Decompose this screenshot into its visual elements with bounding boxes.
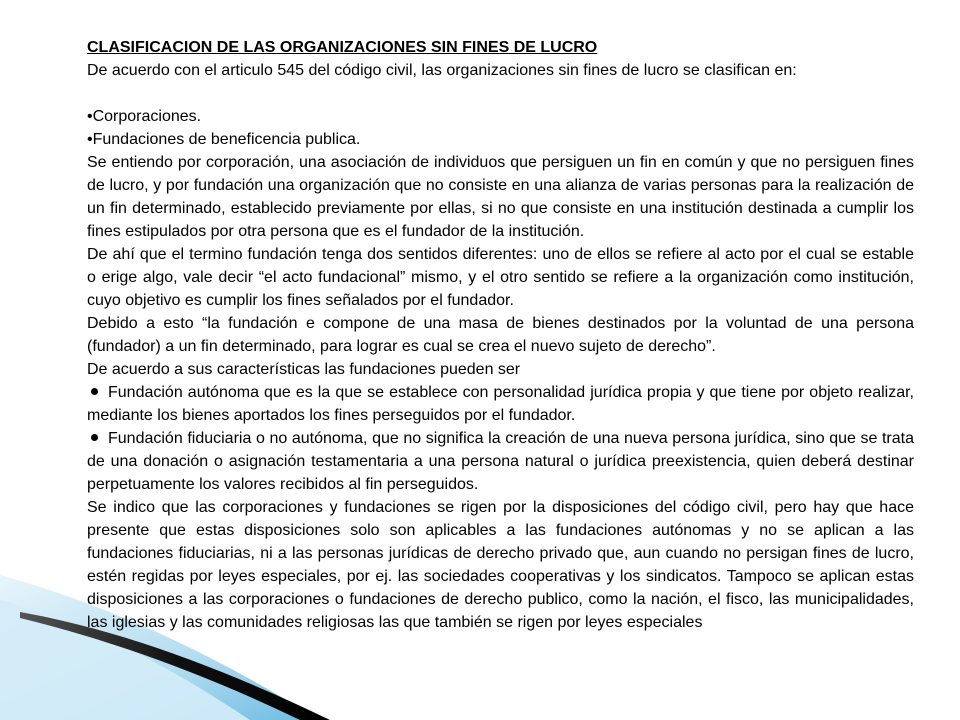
document-body xyxy=(87,36,914,634)
intro-paragraph: De acuerdo con el articulo 545 del código civil, las organizaciones sin fines de lucro se clasifican en: xyxy=(87,62,797,79)
list-item xyxy=(87,381,914,427)
body-paragraph: Se entiendo por corporación, una asociación de individuos que persiguen un fin en común y que no persiguen fines de lucro, y por fundación una organización que no consiste en una alianza de varias personas para la realización de un fin determinado, establecido previamente por ellas, si no que consiste en una institución destinada a cumplir los fines estipulados por otra persona que es el fundador de la institución. xyxy=(87,154,914,240)
closing-paragraph: Se indico que las corporaciones y fundaciones se rigen por la disposiciones del código civil, pero hay que hace presente que estas disposiciones solo son aplicables a las fundaciones autónomas y no se aplican a las fundaciones fiduciarias, ni a las personas jurídicas de derecho privado que, aun cuando no persigan fines de lucro, estén regidas por leyes especiales, por ej. las sociedades cooperativas y los sindicatos. Tampoco se aplican estas disposiciones a las corporaciones o fundaciones de derecho publico, como la nación, el fisco, las municipalidades, las iglesias y las comunidades religiosas las que también se rigen por leyes especiales xyxy=(87,499,914,631)
list-item xyxy=(87,427,914,496)
list-item-text: Fundación fiduciaria o no autónoma, que no significa la creación de una nueva persona jurídica, sino que se trata de una donación o asignación testamentaria a una persona natural o jurídica preexistencia, quien deberá destinar perpetuamente los valores recibidos al fin perseguidos. xyxy=(87,430,914,493)
body-paragraph: De ahí que el termino fundación tenga dos sentidos diferentes: uno de ellos se refiere al acto por el cual se estable o erige algo, vale decir “el acto fundacional” mismo, y el otro sentido se refiere a la organización como institución, cuyo objetivo es cumplir los fines señalados por el fundador. xyxy=(87,246,914,309)
document-title: CLASIFICACION DE LAS ORGANIZACIONES SIN FINES DE LUCRO xyxy=(87,39,598,56)
list-item: •Fundaciones de beneficencia publica. xyxy=(87,131,361,148)
body-paragraph: De acuerdo a sus características las fundaciones pueden ser xyxy=(87,361,521,378)
bullet-icon xyxy=(91,388,98,395)
blank-line xyxy=(87,82,914,105)
body-paragraph: Debido a esto “la fundación e compone de una masa de bienes destinados por la voluntad de una persona (fundador) a un fin determinado, para lograr es cual se crea el nuevo sujeto de derecho”. xyxy=(87,315,914,355)
list-item: •Corporaciones. xyxy=(87,108,202,125)
list-item-text: Fundación autónoma que es la que se establece con personalidad jurídica propia y que tiene por objeto realizar, mediante los bienes aportados los fines perseguidos por el fundador. xyxy=(87,384,914,424)
bullet-icon xyxy=(91,434,98,441)
